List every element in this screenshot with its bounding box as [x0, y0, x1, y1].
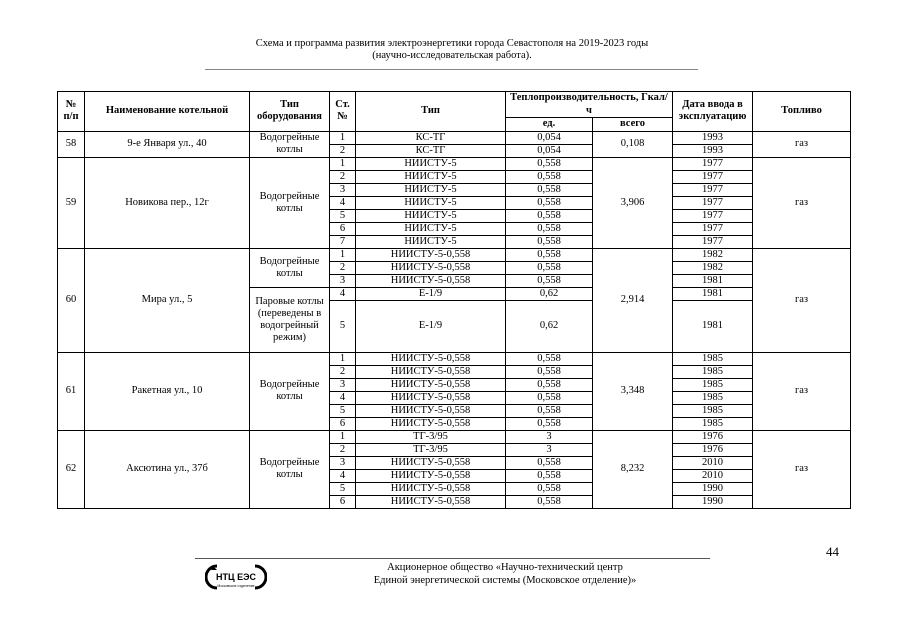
- unit-capacity: 0,558: [506, 261, 593, 274]
- unit-capacity: 0,558: [506, 378, 593, 391]
- unit-type: НИИСТУ-5-0,558: [356, 248, 506, 261]
- header-date: Дата ввода в эксплуатацию: [673, 92, 753, 132]
- unit-capacity: 0,054: [506, 144, 593, 157]
- page-number: 44: [826, 544, 839, 559]
- commission-date: 1985: [673, 404, 753, 417]
- fuel: газ: [753, 157, 851, 248]
- unit-type: ТГ-3/95: [356, 430, 506, 443]
- commission-date: 1985: [673, 352, 753, 365]
- header-st: Ст. №: [330, 92, 356, 132]
- boiler-name: 9-е Января ул., 40: [85, 131, 250, 157]
- station-number: 6: [330, 222, 356, 235]
- boiler-num: 59: [58, 157, 85, 248]
- header-num: № п/п: [58, 92, 85, 132]
- boiler-num: 60: [58, 248, 85, 352]
- header-total: всего: [593, 118, 673, 132]
- commission-date: 1985: [673, 365, 753, 378]
- equipment-type: Водогрейные котлы: [250, 157, 330, 248]
- boiler-name: Новикова пер., 12г: [85, 157, 250, 248]
- total-capacity: 3,348: [593, 352, 673, 430]
- station-number: 5: [330, 209, 356, 222]
- unit-type: НИИСТУ-5-0,558: [356, 469, 506, 482]
- unit-type: НИИСТУ-5: [356, 157, 506, 170]
- station-number: 1: [330, 430, 356, 443]
- footer-line1: Акционерное общество «Научно-технический центр: [387, 562, 623, 573]
- unit-type: НИИСТУ-5: [356, 196, 506, 209]
- station-number: 5: [330, 300, 356, 352]
- unit-type: НИИСТУ-5: [356, 222, 506, 235]
- boiler-num: 61: [58, 352, 85, 430]
- unit-type: НИИСТУ-5-0,558: [356, 378, 506, 391]
- unit-type: НИИСТУ-5-0,558: [356, 404, 506, 417]
- unit-type: НИИСТУ-5-0,558: [356, 417, 506, 430]
- commission-date: 1977: [673, 157, 753, 170]
- commission-date: 1981: [673, 274, 753, 287]
- commission-date: 2010: [673, 456, 753, 469]
- boiler-table: [57, 91, 851, 509]
- commission-date: 1982: [673, 248, 753, 261]
- commission-date: 1977: [673, 235, 753, 248]
- unit-type: КС-ТГ: [356, 131, 506, 144]
- unit-capacity: 0,558: [506, 365, 593, 378]
- fuel: газ: [753, 131, 851, 157]
- commission-date: 1977: [673, 183, 753, 196]
- unit-capacity: 0,558: [506, 157, 593, 170]
- unit-type: Е-1/9: [356, 300, 506, 352]
- commission-date: 1976: [673, 443, 753, 456]
- commission-date: 1985: [673, 391, 753, 404]
- station-number: 7: [330, 235, 356, 248]
- commission-date: 1990: [673, 482, 753, 495]
- commission-date: 1977: [673, 209, 753, 222]
- fuel: газ: [753, 352, 851, 430]
- table-header-row: [58, 92, 851, 118]
- logo-text: НТЦ ЕЭС: [216, 572, 256, 582]
- unit-capacity: 0,558: [506, 352, 593, 365]
- unit-type: НИИСТУ-5-0,558: [356, 261, 506, 274]
- unit-capacity: 0,054: [506, 131, 593, 144]
- logo-subtext: Московское отделение: [217, 584, 255, 588]
- unit-capacity: 0,558: [506, 482, 593, 495]
- header-divider: [205, 69, 698, 70]
- total-capacity: 8,232: [593, 430, 673, 508]
- station-number: 5: [330, 482, 356, 495]
- equipment-type: Водогрейные котлы: [250, 131, 330, 157]
- unit-capacity: 0,558: [506, 183, 593, 196]
- table-row: [58, 430, 851, 443]
- station-number: 6: [330, 495, 356, 508]
- unit-type: НИИСТУ-5-0,558: [356, 274, 506, 287]
- commission-date: 1993: [673, 131, 753, 144]
- unit-capacity: 0,62: [506, 300, 593, 352]
- commission-date: 1977: [673, 196, 753, 209]
- table-body: [58, 131, 851, 508]
- unit-type: КС-ТГ: [356, 144, 506, 157]
- unit-type: НИИСТУ-5-0,558: [356, 352, 506, 365]
- unit-capacity: 0,62: [506, 287, 593, 300]
- boiler-num: 62: [58, 430, 85, 508]
- boiler-name: Мира ул., 5: [85, 248, 250, 352]
- total-capacity: 2,914: [593, 248, 673, 352]
- commission-date: 1982: [673, 261, 753, 274]
- station-number: 1: [330, 248, 356, 261]
- station-number: 1: [330, 352, 356, 365]
- station-number: 4: [330, 391, 356, 404]
- table-row: [58, 352, 851, 365]
- unit-capacity: 0,558: [506, 222, 593, 235]
- station-number: 1: [330, 157, 356, 170]
- station-number: 2: [330, 170, 356, 183]
- header-name: Наименование котельной: [85, 92, 250, 132]
- station-number: 3: [330, 378, 356, 391]
- unit-capacity: 0,558: [506, 274, 593, 287]
- ntc-ees-logo-icon: [205, 562, 267, 592]
- unit-capacity: 0,558: [506, 469, 593, 482]
- commission-date: 2010: [673, 469, 753, 482]
- station-number: 4: [330, 469, 356, 482]
- fuel: газ: [753, 248, 851, 352]
- station-number: 2: [330, 443, 356, 456]
- station-number: 3: [330, 183, 356, 196]
- commission-date: 1977: [673, 170, 753, 183]
- unit-type: НИИСТУ-5-0,558: [356, 391, 506, 404]
- equipment-type: Водогрейные котлы: [250, 352, 330, 430]
- unit-type: НИИСТУ-5: [356, 183, 506, 196]
- unit-capacity: 0,558: [506, 495, 593, 508]
- total-capacity: 0,108: [593, 131, 673, 157]
- commission-date: 1977: [673, 222, 753, 235]
- commission-date: 1985: [673, 417, 753, 430]
- unit-type: НИИСТУ-5-0,558: [356, 495, 506, 508]
- footer-divider: [195, 558, 710, 559]
- commission-date: 1981: [673, 287, 753, 300]
- document-header-title: Схема и программа развития электроэнергетики города Севастополя на 2019-2023 годы: [255, 38, 649, 49]
- station-number: 5: [330, 404, 356, 417]
- unit-type: Е-1/9: [356, 287, 506, 300]
- unit-capacity: 0,558: [506, 391, 593, 404]
- header-fuel: Топливо: [753, 92, 851, 132]
- unit-capacity: 0,558: [506, 209, 593, 222]
- equipment-type: Водогрейные котлы: [250, 430, 330, 508]
- unit-capacity: 3: [506, 443, 593, 456]
- unit-capacity: 3: [506, 430, 593, 443]
- header-equip: Тип оборудования: [250, 92, 330, 132]
- equipment-type: Водогрейные котлы: [250, 248, 330, 287]
- unit-capacity: 0,558: [506, 248, 593, 261]
- boiler-name: Аксютина ул., 37б: [85, 430, 250, 508]
- commission-date: 1981: [673, 300, 753, 352]
- station-number: 6: [330, 417, 356, 430]
- footer-line2: Единой энергетической системы (Московское отделение)»: [373, 575, 637, 586]
- station-number: 4: [330, 196, 356, 209]
- commission-date: 1990: [673, 495, 753, 508]
- station-number: 1: [330, 131, 356, 144]
- total-capacity: 3,906: [593, 157, 673, 248]
- header-type: Тип: [356, 92, 506, 132]
- unit-type: НИИСТУ-5: [356, 170, 506, 183]
- unit-capacity: 0,558: [506, 235, 593, 248]
- boiler-name: Ракетная ул., 10: [85, 352, 250, 430]
- header-capacity: Теплопроизводительность, Гкал/ч: [506, 92, 673, 118]
- document-header-subtitle: (научно-исследовательская работа).: [372, 50, 532, 61]
- fuel: газ: [753, 430, 851, 508]
- station-number: 4: [330, 287, 356, 300]
- table-row: [58, 248, 851, 261]
- commission-date: 1976: [673, 430, 753, 443]
- station-number: 3: [330, 274, 356, 287]
- commission-date: 1985: [673, 378, 753, 391]
- station-number: 3: [330, 456, 356, 469]
- unit-type: НИИСТУ-5: [356, 209, 506, 222]
- commission-date: 1993: [673, 144, 753, 157]
- unit-capacity: 0,558: [506, 417, 593, 430]
- equipment-type: Паровые котлы (переведены в водогрейный режим): [250, 287, 330, 352]
- unit-capacity: 0,558: [506, 170, 593, 183]
- header-unit: ед.: [506, 118, 593, 132]
- unit-type: ТГ-3/95: [356, 443, 506, 456]
- unit-capacity: 0,558: [506, 404, 593, 417]
- unit-type: НИИСТУ-5: [356, 235, 506, 248]
- station-number: 2: [330, 365, 356, 378]
- table-row: [58, 157, 851, 170]
- unit-capacity: 0,558: [506, 196, 593, 209]
- unit-type: НИИСТУ-5-0,558: [356, 456, 506, 469]
- unit-type: НИИСТУ-5-0,558: [356, 482, 506, 495]
- unit-type: НИИСТУ-5-0,558: [356, 365, 506, 378]
- unit-capacity: 0,558: [506, 456, 593, 469]
- station-number: 2: [330, 144, 356, 157]
- boiler-num: 58: [58, 131, 85, 157]
- table-row: [58, 131, 851, 144]
- station-number: 2: [330, 261, 356, 274]
